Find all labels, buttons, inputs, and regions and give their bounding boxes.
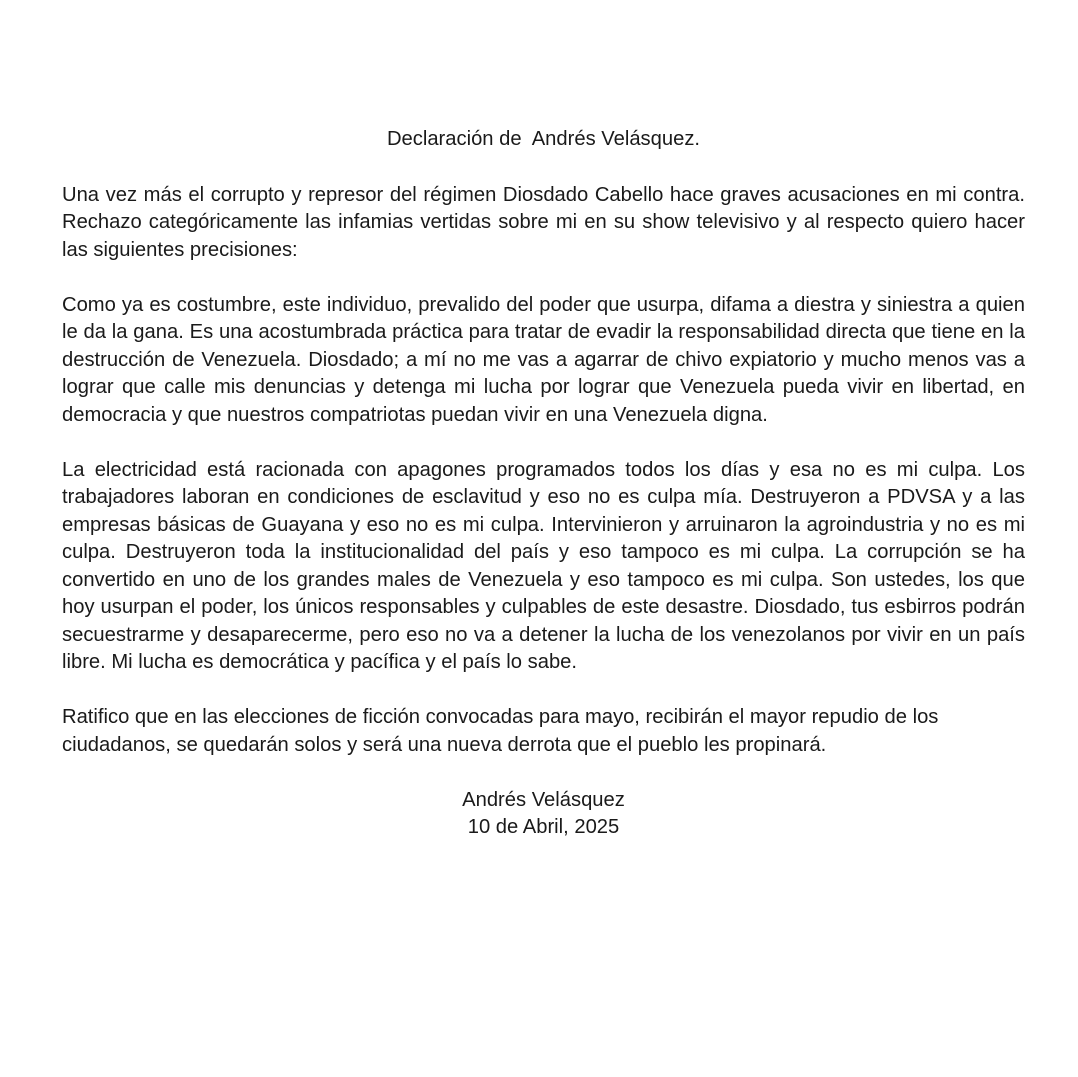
paragraph-intro: Una vez más el corrupto y represor del régimen Diosdado Cabello hace graves acusaciones en mi contra. Rechazo categóricamente las infamias vertidas sobre mi en su show televisivo y al respecto quiero hacer las siguientes precisiones: — [62, 183, 1025, 261]
signature-date: 10 de Abril, 2025 — [467, 816, 620, 838]
paragraph-electricidad: La electricidad está racionada con apagones programados todos los días y esa no es mi culpa. Los trabajadores laboran en condiciones de esclavitud y eso no es culpa mía. Destruyeron a PDVSA y a las empresas básicas de Guayana y eso no es mi culpa. Intervinieron y arruinaron la agroindustria y no es mi culpa. Destruyeron toda la institucionalidad del país y eso tampoco es mi culpa. La corrupción se ha convertido en uno de los grandes males de Venezuela y eso tampoco es mi culpa. Son ustedes, los que hoy usurpan el poder, los únicos responsables y culpables de este desastre. Diosdado, tus esbirros podrán secuestrarme y desaparecerme, pero eso no va a detener la lucha de los venezolanos por vivir en un país libre. Mi lucha es democrática y pacífica y el país lo sabe. — [62, 458, 1025, 673]
paragraph-costumbre: Como ya es costumbre, este individuo, prevalido del poder que usurpa, difama a diestra y siniestra a quien le da la gana. Es una acostumbrada práctica para tratar de evadir la responsabilidad directa que tiene en la destrucción de Venezuela. Diosdado; a mí no me vas a agarrar de chivo expiatorio y mucho menos vas a lograr que calle mis denuncias y detenga mi lucha por lograr que Venezuela pueda vivir en libertad, en democracia y que nuestros compatriotas puedan vivir en una Venezuela digna. — [62, 293, 1025, 426]
signature-name: Andrés Velásquez — [462, 788, 625, 811]
document-title: Declaración de Andrés Velásquez. — [386, 128, 701, 150]
signature-block — [62, 787, 1025, 842]
paragraph-ratifico: Ratifico que en las elecciones de ficción convocadas para mayo, recibirán el mayor repudio de los ciudadanos, se quedarán solos y será una nueva derrota que el pueblo les propinará. — [62, 706, 939, 756]
statement-document — [62, 126, 1025, 842]
